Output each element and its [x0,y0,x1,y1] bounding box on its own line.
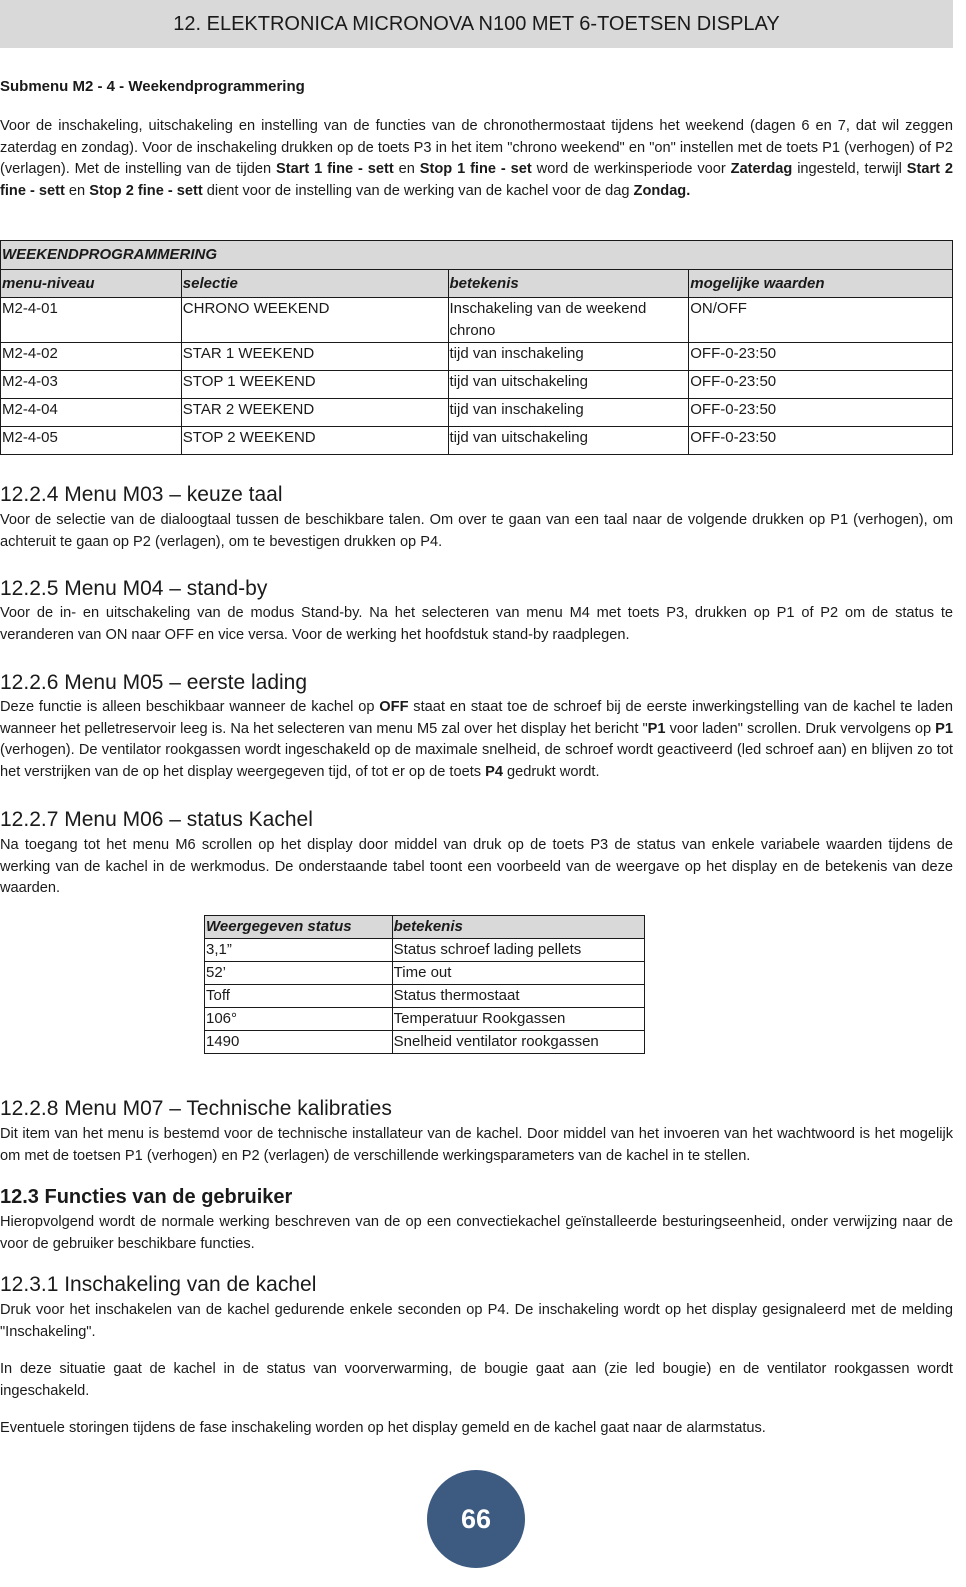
table-cell: M2-4-04 [1,399,182,427]
table-cell: tijd van uitschakeling [448,371,689,399]
section-text-m05: Deze functie is alleen beschikbaar wanneer de kachel op OFF staat en staat toe de schroef bij de eerste inwerkingstelling van de kachel te laden wanneer het pelletreservoir leeg is. Na het selecteren van menu M5 zal over het display het bericht "P1 voor laden" scrollen. Druk vervolgens op P1 (verhogen). De ventilator rookgassen wordt ingeschakeld op de maximale snelheid, de schroef wordt geactiveerd (led schroef aan) en blijven zo tot het verstrijken van de op het display weergegeven tijd, of tot er op de toets P4 gedrukt wordt. [0,699,954,780]
table-cell: M2-4-01 [1,298,182,343]
table-cell: M2-4-05 [1,427,182,455]
table-row [1,298,953,343]
section-text-m07: Dit item van het menu is bestemd voor de technische installateur van de kachel. Door middel van het invoeren van het wachtwoord is het mogelijk om met de toetsen P1 (verhogen) en P2 (verlagen) de verschillende werkingsparameters van de kachel in te stellen. [0,1126,953,1164]
table-cell: ON/OFF [689,298,953,343]
section-text-m04: Voor de in- en uitschakeling van de modus Stand-by. Na het selecteren van menu M4 met toets P3, drukken op P1 of P2 om de status te veranderen van ON naar OFF en vice versa. Voor de werking het hoofdstuk stand-by raadplegen. [0,605,953,643]
table-cell: STAR 1 WEEKEND [181,343,448,371]
table-row [205,1031,645,1054]
section-text-1231-p1: Druk voor het inschakelen van de kachel gedurende enkele seconden op P4. De inschakeling wordt op het display gesignaleerd met de melding "Inschakeling". [0,1302,953,1340]
section-text-m06: Na toegang tot het menu M6 scrollen op het display door middel van druk op de toets P3 de status van enkele variabele waarden tijdens de werking van de kachel in de werkmodus. De onderstaande tabel toont een voorbeeld van de weergave op het display en de betekenis van deze waarden. [0,837,953,897]
table-cell: STOP 2 WEEKEND [181,427,448,455]
section-title-m06: 12.2.7 Menu M06 – status Kachel [0,808,313,831]
table-header: menu-niveau [1,270,182,298]
table-cell: M2-4-03 [1,371,182,399]
table-cell: 106° [205,1008,393,1031]
section-text-1231-p3: Eventuele storingen tijdens de fase inschakeling worden op het display gemeld en de kachel gaat naar de alarmstatus. [0,1420,766,1436]
submenu-description: Voor de inschakeling, uitschakeling en instelling van de functies van de chronothermostaat tijdens het weekend (dagen 6 en 7, dat wil zeggen zaterdag en zondag). Voor de inschakeling drukken op de toets P3 in het item "chrono weekend" en "on" instellen met de toets P1 (verhogen) of P2 (verlagen). Met de instelling van de tijden Start 1 fine - sett en Stop 1 fine - set word de werkinsperiode voor Zaterdag ingesteld, terwijl Start 2 fine - sett en Stop 2 fine - sett dient voor de instelling van de werking van de kachel voor de dag Zondag. [0,118,954,199]
table-row [205,962,645,985]
table-row [1,343,953,371]
table-cell: Time out [392,962,644,985]
table-cell: 1490 [205,1031,393,1054]
section-title-m05: 12.2.6 Menu M05 – eerste lading [0,671,308,694]
table-cell: Inschakeling van de weekend chrono [448,298,689,343]
table-cell: tijd van uitschakeling [448,427,689,455]
table-row [1,371,953,399]
table-cell: M2-4-02 [1,343,182,371]
table-row [1,427,953,455]
section-text-1231-p2: In deze situatie gaat de kachel in de status van voorverwarming, de bougie gaat aan (zie led bougie) en de ventilator rookgassen wordt ingeschakeld. [0,1361,953,1399]
submenu-title: Submenu M2 - 4 - Weekendprogrammering [0,78,305,95]
section-title-1231: 12.3.1 Inschakeling van de kachel [0,1273,317,1296]
table-cell: Toff [205,985,393,1008]
page-number-badge [427,1470,525,1568]
table-cell: OFF-0-23:50 [689,371,953,399]
table-cell: Snelheid ventilator rookgassen [392,1031,644,1054]
table-row [205,985,645,1008]
table-row [205,939,645,962]
table-cell: 3,1” [205,939,393,962]
page-number: 66 [460,1504,492,1534]
section-title-m03: 12.2.4 Menu M03 – keuze taal [0,483,283,506]
table-row [205,1008,645,1031]
weekend-table-caption: WEEKENDPROGRAMMERING [1,241,953,270]
table-cell: tijd van inschakeling [448,399,689,427]
section-text-123: Hieropvolgend wordt de normale werking beschreven van de op een convectiekachel geïnstalleerde besturingseenheid, onder verwijzing naar de voor de gebruiker beschikbare functies. [0,1214,953,1252]
section-title-m04: 12.2.5 Menu M04 – stand-by [0,577,268,600]
table-header: Weergegeven status [205,916,393,939]
section-title-m07: 12.2.8 Menu M07 – Technische kalibraties [0,1097,392,1120]
table-cell: OFF-0-23:50 [689,343,953,371]
section-title-123: 12.3 Functies van de gebruiker [0,1186,293,1208]
table-cell: 52’ [205,962,393,985]
table-header: betekenis [448,270,689,298]
section-text-m03: Voor de selectie van de dialoogtaal tussen de beschikbare talen. Om over te gaan van een taal naar de volgende drukken op P1 (verhogen), om achteruit te gaan op P2 (verlagen), om te bevestigen drukken op P4. [0,512,953,550]
table-cell: STOP 1 WEEKEND [181,371,448,399]
page-header [0,0,953,48]
table-cell: OFF-0-23:50 [689,427,953,455]
table-cell: tijd van inschakeling [448,343,689,371]
weekend-table [0,240,953,455]
page-header-title: 12. ELEKTRONICA MICRONOVA N100 MET 6-TOETSEN DISPLAY [173,13,780,35]
table-header: mogelijke waarden [689,270,953,298]
table-cell: STAR 2 WEEKEND [181,399,448,427]
table-header: selectie [181,270,448,298]
table-header: betekenis [392,916,644,939]
table-cell: Status schroef lading pellets [392,939,644,962]
table-cell: OFF-0-23:50 [689,399,953,427]
table-cell: Status thermostaat [392,985,644,1008]
table-cell: Temperatuur Rookgassen [392,1008,644,1031]
status-table [204,915,645,1054]
table-row [1,399,953,427]
table-cell: CHRONO WEEKEND [181,298,448,343]
